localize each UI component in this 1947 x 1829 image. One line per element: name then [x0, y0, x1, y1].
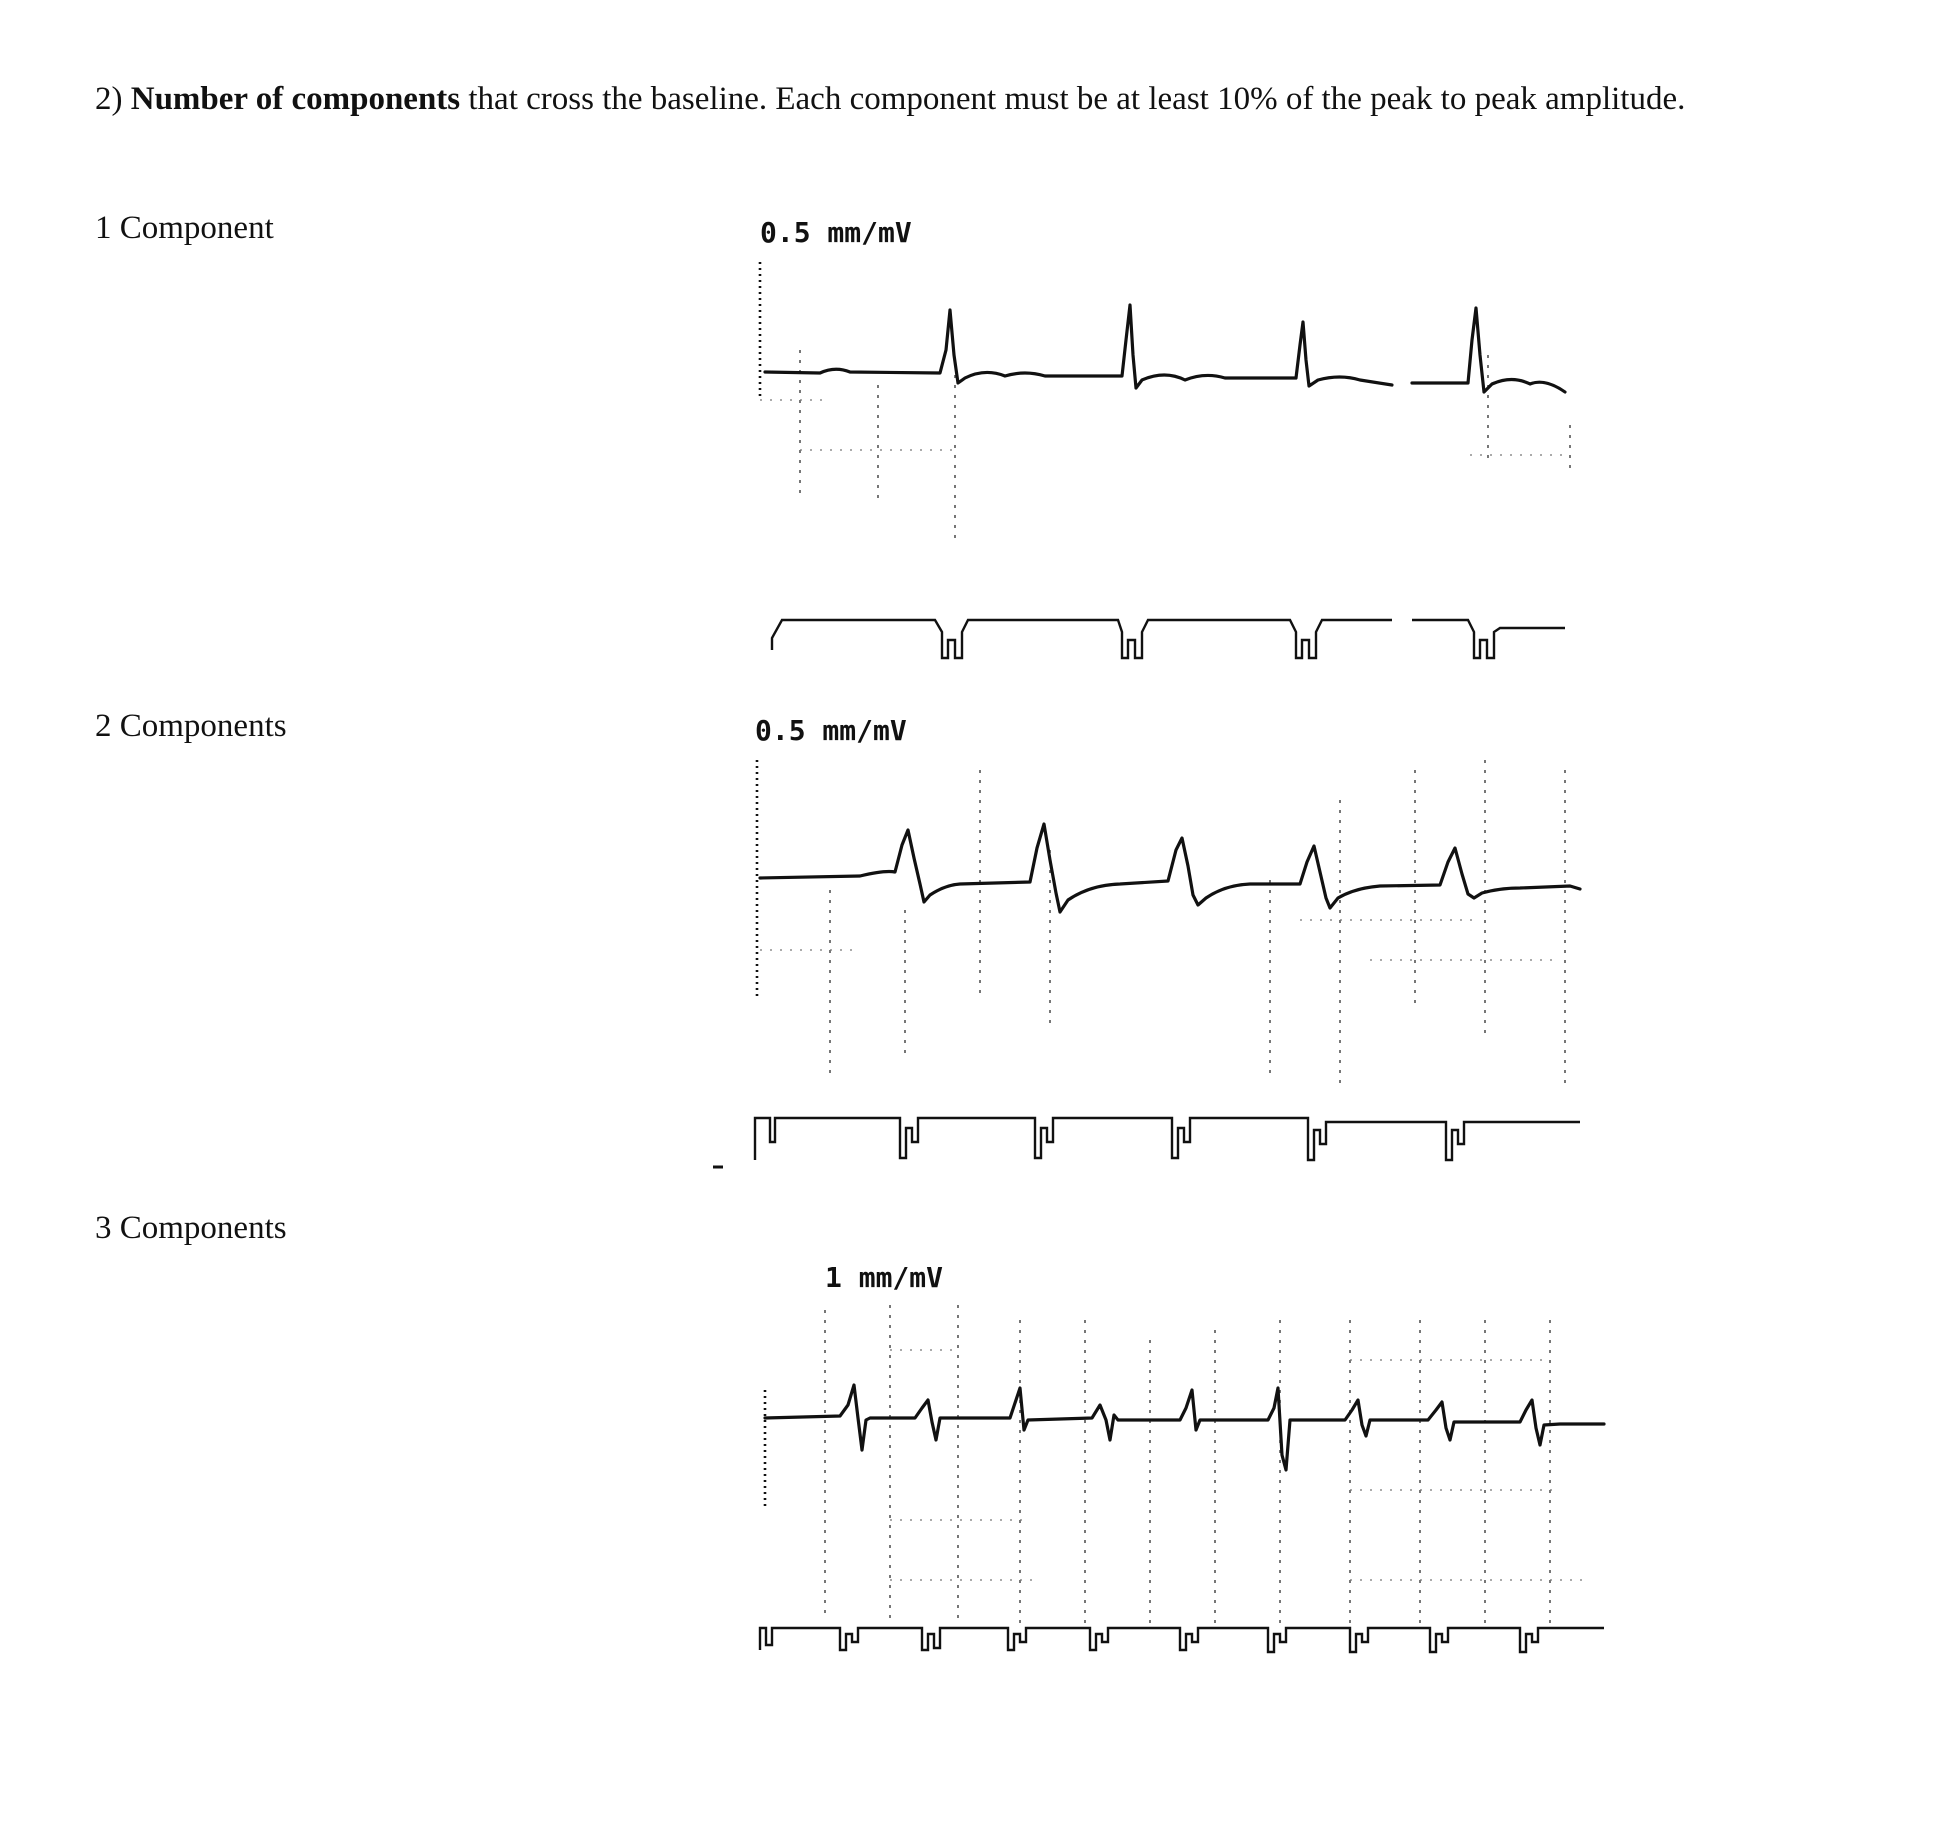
section-label-3: 3 Components [95, 1210, 287, 1246]
trigger-pulse-2 [755, 1118, 1580, 1160]
intro-text: that cross the baseline. Each component must be at least 10% of the peak to peak amplitude. [460, 81, 1686, 117]
emg-trace-3 [765, 1385, 1604, 1470]
grid-hlines-2 [760, 920, 1560, 960]
trigger-pulse-3 [760, 1628, 1604, 1652]
section-label-2: 2 Components [95, 708, 287, 744]
emg-panel-2 [713, 714, 1580, 1167]
emg-trace-1 [765, 305, 1565, 392]
grid-hlines-1 [760, 400, 1570, 455]
intro-bold-term: Number of components [130, 81, 461, 117]
trigger-pulse-1 [772, 620, 1565, 658]
grid-lines-3 [825, 1305, 1550, 1625]
grid-hlines-3 [890, 1350, 1590, 1580]
scale-label-2: 0.5 mm/mV [755, 714, 907, 747]
intro-number: 2) [95, 81, 123, 117]
scale-label-1: 0.5 mm/mV [760, 216, 912, 249]
scale-label-3: 1 mm/mV [825, 1261, 944, 1294]
emg-panel-3 [760, 1261, 1604, 1652]
grid-lines-2 [830, 760, 1565, 1090]
section-label-1: 1 Component [95, 210, 274, 246]
emg-trace-2 [760, 824, 1580, 912]
emg-panel-1 [760, 216, 1570, 658]
